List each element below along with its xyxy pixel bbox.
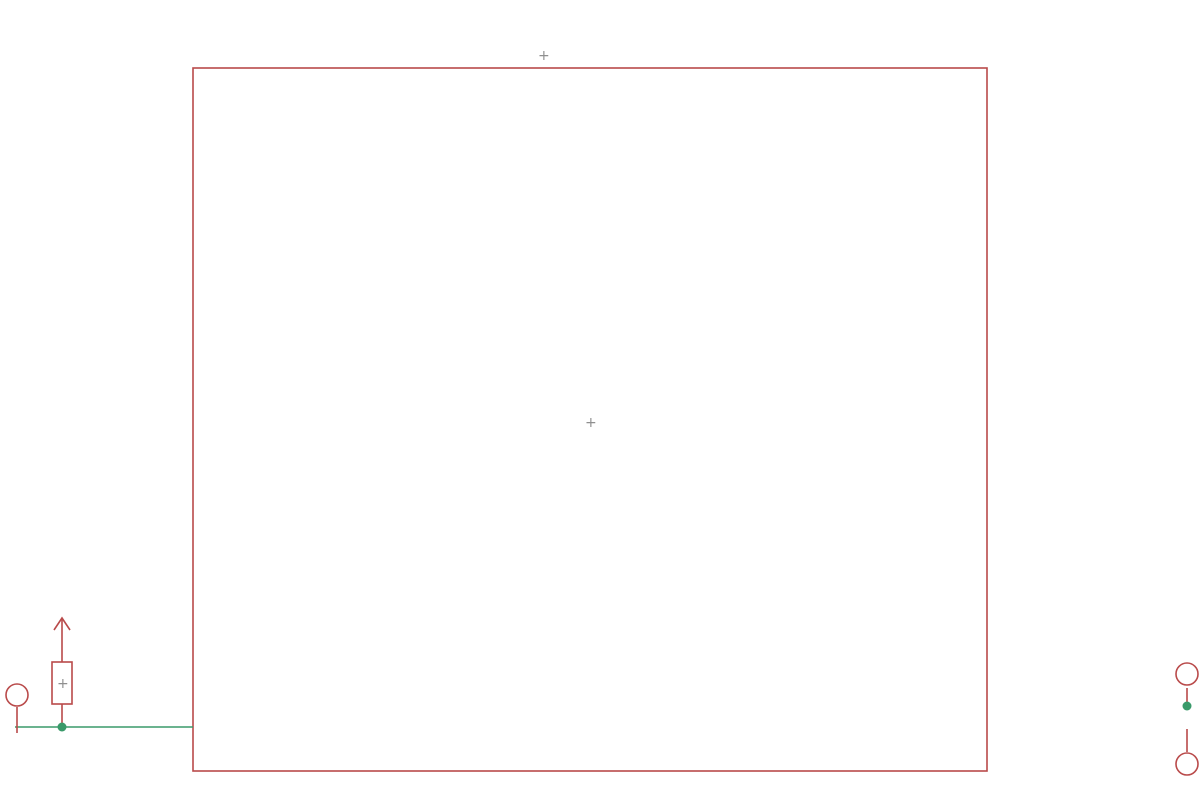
swclk-junction-dot <box>1183 702 1192 711</box>
resistor-center-cross: + <box>57 676 69 692</box>
ic-center-cross: + <box>585 415 597 431</box>
rst-testpoint[interactable] <box>6 684 28 706</box>
swd-testpoint[interactable] <box>1176 753 1198 775</box>
swd-testpoints <box>1176 663 1198 775</box>
vcc-pullup <box>6 618 193 733</box>
origin-cross-marker: + <box>538 48 550 64</box>
swc-testpoint[interactable] <box>1176 663 1198 685</box>
